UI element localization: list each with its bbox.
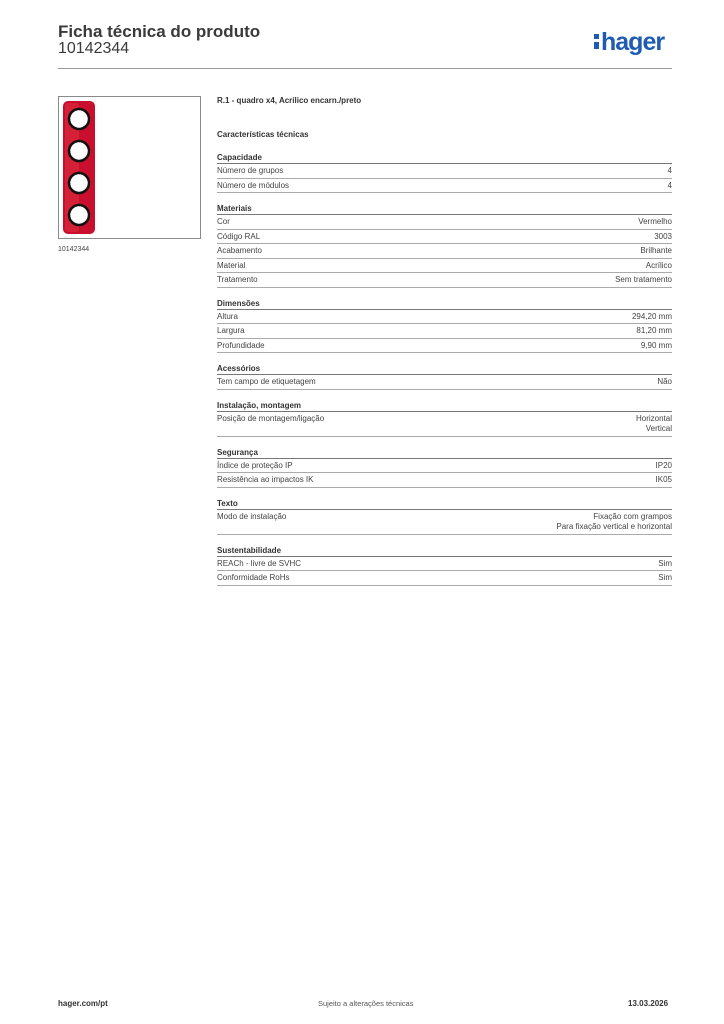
footer-website[interactable]: hager.com/pt — [58, 999, 108, 1008]
spec-value — [641, 341, 672, 352]
spec-row — [217, 375, 672, 390]
spec-section — [217, 400, 672, 437]
footer-disclaimer: Sujeito a alterações técnicas — [318, 999, 414, 1008]
spec-value-line: 4 — [667, 166, 672, 175]
spec-content — [217, 96, 672, 596]
spec-section — [217, 545, 672, 586]
spec-value-line: Acrílico — [645, 260, 672, 270]
spec-section — [217, 363, 672, 390]
header-divider — [58, 68, 672, 69]
spec-value — [646, 261, 672, 272]
section-title: Materiais — [217, 203, 672, 215]
frame-illustration — [59, 97, 200, 238]
logo-mark-bottom — [594, 42, 599, 49]
spec-value — [556, 512, 672, 533]
spec-value-line: 294,20 mm — [631, 311, 672, 321]
spec-sections — [217, 152, 672, 586]
document-title: Ficha técnica do produto — [58, 22, 261, 41]
spec-value-line: IK05 — [655, 475, 672, 484]
spec-value — [615, 275, 672, 286]
spec-label: Profundidade — [217, 340, 265, 350]
spec-label: Tem campo de etiquetagem — [217, 377, 316, 386]
section-title: Segurança — [217, 447, 672, 459]
spec-section — [217, 152, 672, 193]
spec-row — [217, 179, 672, 194]
spec-value — [632, 312, 672, 323]
product-code: 10142344 — [58, 40, 130, 57]
product-name: R.1 - quadro x4, Acrílico encarn./preto — [217, 96, 362, 105]
spec-row — [217, 230, 672, 245]
spec-section — [217, 298, 672, 354]
product-image — [58, 96, 201, 239]
spec-row — [217, 459, 672, 474]
spec-label: Modo de instalação — [217, 511, 287, 521]
spec-value-line: 9,90 mm — [640, 340, 672, 350]
section-title: Acessórios — [217, 363, 672, 375]
spec-value — [656, 475, 672, 486]
section-title: Instalação, montagem — [217, 400, 672, 412]
image-caption: 10142344 — [58, 246, 90, 253]
spec-label: Largura — [217, 326, 245, 335]
spec-value-line: Vermelho — [638, 217, 672, 226]
footer-date: 13.03.2026 — [628, 999, 669, 1008]
spec-label: Material — [217, 260, 246, 270]
tech-characteristics-title: Características técnicas — [217, 130, 309, 139]
spec-value — [668, 166, 672, 177]
spec-row — [217, 412, 672, 437]
spec-label: Altura — [217, 311, 238, 321]
spec-row — [217, 324, 672, 339]
section-title: Sustentabilidade — [217, 545, 672, 557]
spec-value-line: Brilhante — [640, 246, 672, 255]
spec-row — [217, 473, 672, 488]
spec-value-line: Fixação com grampos — [593, 511, 672, 521]
spec-label: Tratamento — [217, 275, 258, 284]
spec-value — [640, 246, 672, 257]
spec-value — [658, 559, 672, 570]
section-title: Dimensões — [217, 298, 672, 310]
spec-value — [658, 573, 672, 584]
spec-value-line: 81,20 mm — [636, 326, 672, 335]
spec-row — [217, 164, 672, 179]
spec-label: Cor — [217, 217, 230, 226]
logo-mark-top — [594, 34, 599, 39]
spec-label: REACh - livre de SVHC — [217, 558, 302, 568]
spec-value — [636, 414, 672, 435]
spec-row — [217, 215, 672, 230]
spec-section — [217, 498, 672, 535]
spec-row — [217, 259, 672, 274]
spec-label: Índice de proteção IP — [217, 460, 293, 470]
logo-text: hager — [601, 28, 665, 56]
spec-label: Conformidade RoHs — [217, 573, 290, 582]
spec-label: Resistência ao impactos IK — [217, 475, 314, 484]
spec-value-line: Sem tratamento — [615, 275, 672, 284]
spec-section — [217, 447, 672, 488]
section-title: Texto — [217, 498, 672, 510]
spec-value — [636, 326, 672, 337]
spec-value — [657, 377, 672, 388]
spec-value — [656, 461, 672, 472]
spec-value-line: Sim — [658, 558, 672, 568]
spec-value-line: IP20 — [655, 460, 672, 470]
spec-label: Código RAL — [217, 231, 261, 241]
spec-row — [217, 310, 672, 325]
spec-value-line: Sim — [658, 573, 672, 582]
spec-value — [654, 232, 672, 243]
section-title: Capacidade — [217, 152, 672, 164]
spec-label: Número de módulos — [217, 180, 290, 190]
spec-value-line: 3003 — [654, 231, 672, 241]
spec-value-line: Para fixação vertical e horizontal — [556, 522, 672, 531]
spec-row — [217, 510, 672, 535]
spec-row — [217, 557, 672, 572]
spec-row — [217, 571, 672, 586]
spec-value-line: Horizontal — [635, 413, 672, 423]
spec-value — [668, 181, 672, 192]
spec-value-line: Vertical — [645, 424, 672, 433]
spec-value-line: 4 — [667, 180, 672, 190]
spec-row — [217, 339, 672, 354]
spec-label: Número de grupos — [217, 166, 284, 175]
spec-value — [638, 217, 672, 228]
spec-section — [217, 203, 672, 288]
spec-row — [217, 244, 672, 259]
spec-row — [217, 273, 672, 288]
spec-label: Posição de montagem/ligação — [217, 413, 325, 423]
spec-value-line: Não — [657, 377, 672, 386]
spec-label: Acabamento — [217, 246, 262, 255]
